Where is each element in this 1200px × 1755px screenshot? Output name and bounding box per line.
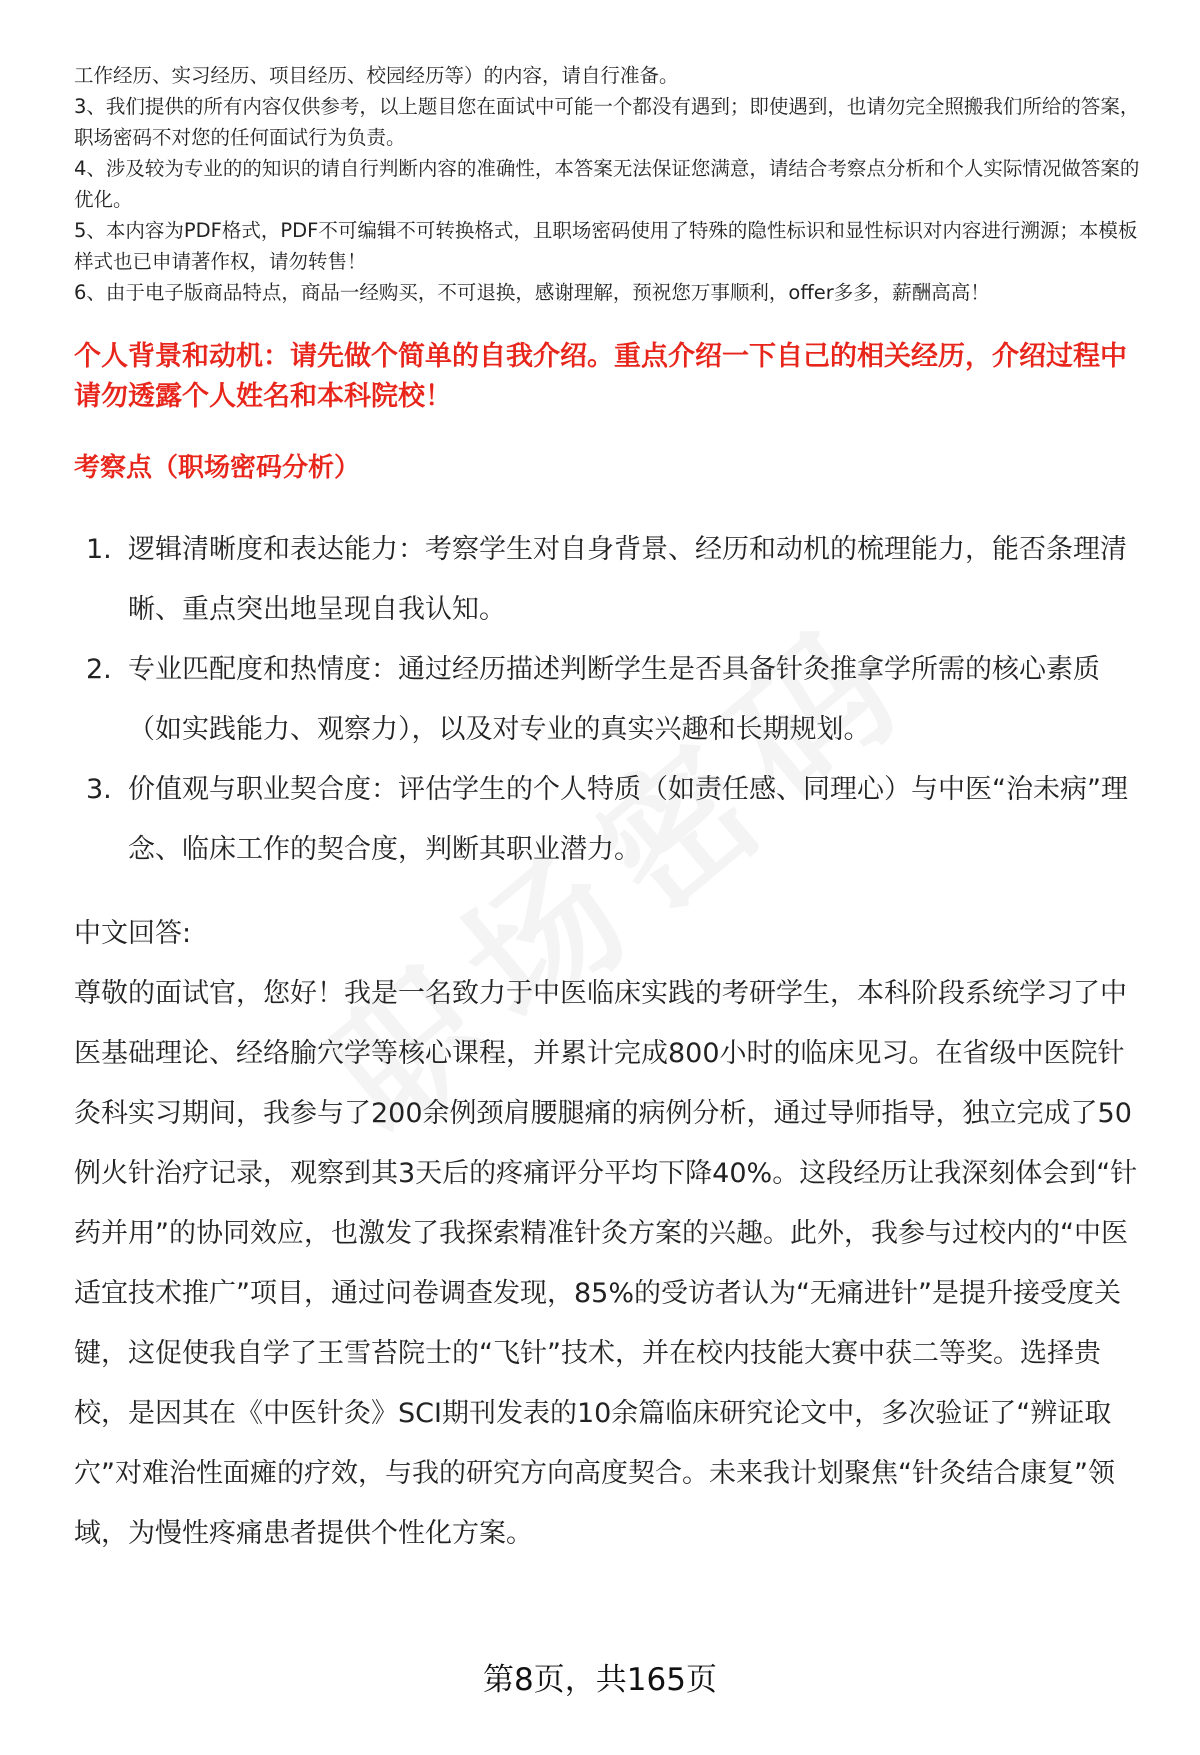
answer-section: [74, 904, 1149, 1564]
assessment-points-title: 考察点（职场密码分析）: [74, 453, 361, 483]
list-item: [74, 520, 1149, 640]
list-item-text: 价值观与职业契合度：评估学生的个人特质（如责任感、同理心）与中医“治未病”理念、临床工作的契合度，判断其职业潜力。: [128, 774, 1128, 865]
list-item: [74, 760, 1149, 880]
note-line: 5、本内容为PDF格式，PDF不可编辑不可转换格式，且职场密码使用了特殊的隐性标识和显性标识对内容进行溯源；本模板样式也已申请著作权，请勿转售！: [74, 219, 1138, 273]
note-line: 工作经历、实习经历、项目经历、校园经历等）的内容，请自行准备。: [74, 64, 679, 87]
list-item: [74, 640, 1149, 760]
list-item-text: 逻辑清晰度和表达能力：考察学生对自身背景、经历和动机的梳理能力，能否条理清晰、重点突出地呈现自我认知。: [128, 534, 1127, 625]
page-number: 第8页，共165页: [483, 1662, 717, 1698]
disclaimer-notes: [74, 60, 1154, 308]
list-item-number: 2.: [86, 654, 112, 685]
note-line: 3、我们提供的所有内容仅供参考，以上题目您在面试中可能一个都没有遇到；即使遇到，也请勿完全照搬我们所给的答案，职场密码不对您的任何面试行为负责。: [74, 95, 1140, 149]
answer-body: 尊敬的面试官，您好！我是一名致力于中医临床实践的考研学生，本科阶段系统学习了中医基础理论、经络腧穴学等核心课程，并累计完成800小时的临床见习。在省级中医院针灸科实习期间，我参与了200余例颈肩腰腿痛的病例分析，通过导师指导，独立完成了50例火针治疗记录，观察到其3天后的疼痛评分平均下降40%。这段经历让我深刻体会到“针药并用”的协同效应，也激发了我探索精准针灸方案的兴趣。此外，我参与过校内的“中医适宜技术推广”项目，通过问卷调查发现，85%的受访者认为“无痛进针”是提升接受度关键，这促使我自学了王雪苔院士的“飞针”技术，并在校内技能大赛中获二等奖。选择贵校，是因其在《中医针灸》SCI期刊发表的10余篇临床研究论文中，多次验证了“辨证取穴”对难治性面瘫的疗效，与我的研究方向高度契合。未来我计划聚焦“针灸结合康复”领域，为慢性疼痛患者提供个性化方案。: [74, 978, 1138, 1549]
assessment-points-list: [74, 520, 1149, 880]
note-line: 6、由于电子版商品特点，商品一经购买，不可退换，感谢理解，预祝您万事顺利，offer多多，薪酬高高！: [74, 281, 990, 304]
note-line: 4、涉及较为专业的的知识的请自行判断内容的准确性，本答案无法保证您满意，请结合考察点分析和个人实际情况做答案的优化。: [74, 157, 1140, 211]
interview-question: 个人背景和动机：请先做个简单的自我介绍。重点介绍一下自己的相关经历，介绍过程中请勿透露个人姓名和本科院校！: [74, 341, 1127, 412]
list-item-text: 专业匹配度和热情度：通过经历描述判断学生是否具备针灸推拿学所需的核心素质（如实践能力、观察力），以及对专业的真实兴趣和长期规划。: [128, 654, 1100, 745]
list-item-number: 1.: [86, 534, 112, 565]
list-item-number: 3.: [86, 774, 112, 805]
answer-label: 中文回答:: [74, 918, 192, 949]
